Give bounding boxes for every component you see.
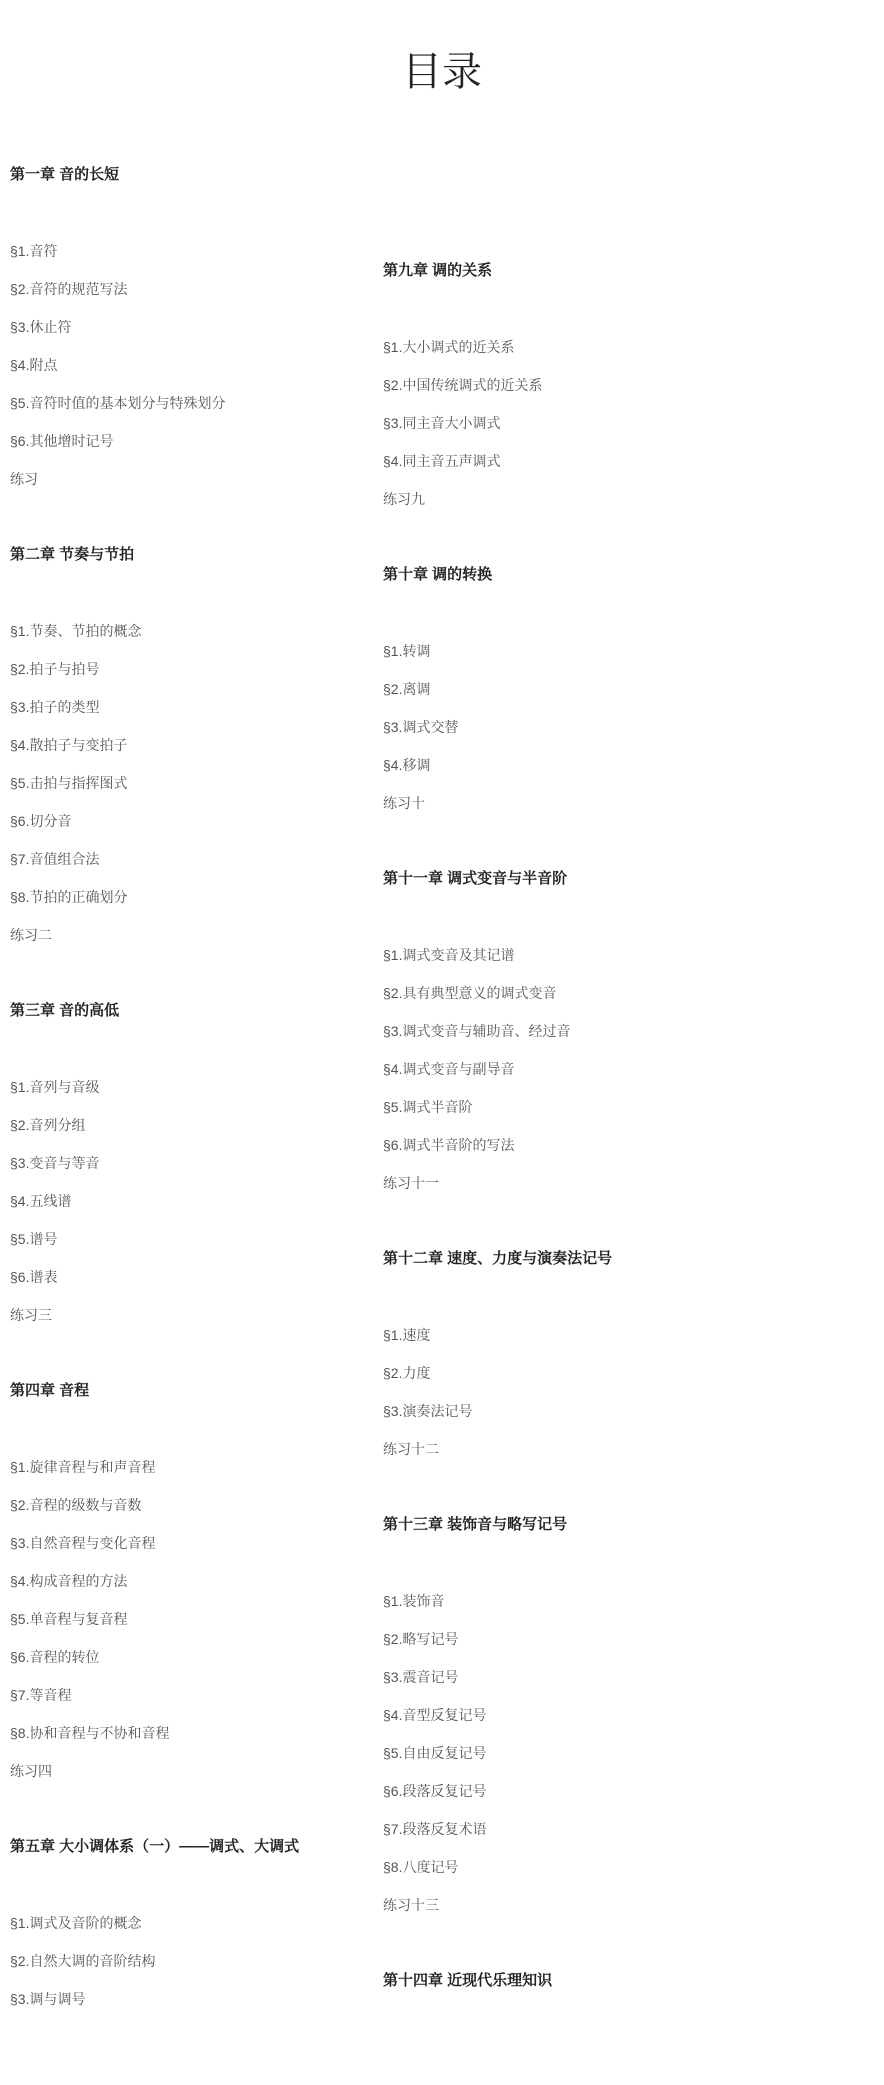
chapter-heading[interactable]: 第十三章 装饰音与略写记号 (383, 1516, 568, 1533)
chapter-spacer (10, 1857, 390, 1913)
toc-item-link[interactable]: §3.自然音程与变化音程 (10, 1535, 156, 1551)
toc-item-link[interactable]: §7.音值组合法 (10, 851, 100, 867)
toc-item-link[interactable]: §3.演奏法记号 (383, 1403, 473, 1419)
toc-item-link[interactable]: §3.调与调号 (10, 1991, 86, 2007)
chapter-spacer (10, 1799, 390, 1837)
chapter-spacer (383, 585, 763, 641)
toc-chapter (10, 1001, 390, 1381)
toc-item-link[interactable]: §2.拍子与拍号 (10, 661, 100, 677)
chapter-spacer (383, 1269, 763, 1325)
chapter-spacer (383, 1933, 763, 1971)
chapter-spacer (10, 507, 390, 545)
toc-item-link[interactable]: §2.离调 (383, 681, 431, 697)
toc-chapter (383, 869, 763, 1249)
chapter-spacer (10, 2027, 390, 2065)
chapter-heading[interactable]: 第十四章 近现代乐理知识 (383, 1972, 553, 1989)
toc-item-link[interactable]: §4.音型反复记号 (383, 1707, 487, 1723)
toc-item-link[interactable]: §4.五线谱 (10, 1193, 72, 1209)
toc-item-link[interactable]: §4.调式变音与副导音 (383, 1061, 515, 1077)
toc-item-link[interactable]: 练习三 (10, 1307, 52, 1323)
toc-item-link[interactable]: §3.调式变音与辅助音、经过音 (383, 1023, 571, 1039)
toc-chapter (10, 545, 390, 1001)
toc-item-link[interactable]: §1.调式变音及其记谱 (383, 947, 515, 963)
chapter-spacer (383, 889, 763, 945)
toc-item-link[interactable]: §3.拍子的类型 (10, 699, 100, 715)
toc-item-link[interactable]: §6.音程的转位 (10, 1649, 100, 1665)
chapter-heading[interactable]: 第一章 音的长短 (10, 166, 120, 183)
toc-item-link[interactable]: §4.同主音五声调式 (383, 453, 501, 469)
chapter-spacer (10, 1401, 390, 1457)
chapter-heading[interactable]: 第十一章 调式变音与半音阶 (383, 870, 568, 887)
toc-item-link[interactable]: 练习十 (383, 795, 425, 811)
chapter-spacer (383, 1211, 763, 1249)
toc-item-link[interactable]: §2.略写记号 (383, 1631, 459, 1647)
toc-item-link[interactable]: §1.旋律音程与和声音程 (10, 1459, 156, 1475)
toc-item-link[interactable]: §1.大小调式的近关系 (383, 339, 515, 355)
chapter-heading[interactable]: 第五章 大小调体系（一）——调式、大调式 (10, 1838, 300, 1855)
toc-left-column (10, 165, 390, 2065)
toc-item-link[interactable]: 练习十一 (383, 1175, 439, 1191)
toc-item-link[interactable]: §1.调式及音阶的概念 (10, 1915, 142, 1931)
toc-chapter (10, 1381, 390, 1837)
chapter-spacer (10, 963, 390, 1001)
toc-item-link[interactable]: §4.附点 (10, 357, 58, 373)
toc-item-link[interactable]: §2.力度 (383, 1365, 431, 1381)
toc-chapter (383, 565, 763, 869)
chapter-spacer (10, 565, 390, 621)
toc-item-link[interactable]: §5.音符时值的基本划分与特殊划分 (10, 395, 226, 411)
chapter-heading[interactable]: 第四章 音程 (10, 1382, 90, 1399)
toc-item-link[interactable]: §8.协和音程与不协和音程 (10, 1725, 170, 1741)
toc-item-link[interactable]: §2.音符的规范写法 (10, 281, 128, 297)
toc-item-link[interactable]: §2.音程的级数与音数 (10, 1497, 142, 1513)
toc-item-link[interactable]: §6.谱表 (10, 1269, 58, 1285)
toc-item-link[interactable]: §1.速度 (383, 1327, 431, 1343)
chapter-spacer (10, 1021, 390, 1077)
chapter-spacer (383, 2047, 763, 2085)
toc-chapter (383, 1249, 763, 1515)
toc-item-link[interactable]: §2.中国传统调式的近关系 (383, 377, 543, 393)
toc-chapter (10, 165, 390, 545)
toc-item-link[interactable]: §5.调式半音阶 (383, 1099, 473, 1115)
toc-chapter (383, 1515, 763, 1971)
toc-item-link[interactable]: 练习 (10, 471, 38, 487)
toc-item-link[interactable]: §4.构成音程的方法 (10, 1573, 128, 1589)
toc-item-link[interactable]: §3.同主音大小调式 (383, 415, 501, 431)
toc-chapter (383, 261, 763, 565)
chapter-spacer (383, 831, 763, 869)
toc-item-link[interactable]: §6.其他增时记号 (10, 433, 114, 449)
chapter-spacer (383, 1477, 763, 1515)
toc-item-link[interactable]: §2.自然大调的音阶结构 (10, 1953, 156, 1969)
toc-item-link[interactable]: 练习十二 (383, 1441, 439, 1457)
toc-item-link[interactable]: §2.音列分组 (10, 1117, 86, 1133)
toc-item-link[interactable]: §1.音符 (10, 243, 58, 259)
chapter-spacer (10, 1343, 390, 1381)
chapter-spacer (383, 1991, 763, 2047)
toc-item-link[interactable]: §8.节拍的正确划分 (10, 889, 128, 905)
toc-item-link[interactable]: §6.切分音 (10, 813, 72, 829)
toc-item-link[interactable]: §3.变音与等音 (10, 1155, 100, 1171)
toc-item-link[interactable]: 练习九 (383, 491, 425, 507)
chapter-spacer (383, 1535, 763, 1591)
toc-item-link[interactable]: §7.等音程 (10, 1687, 72, 1703)
toc-item-link[interactable]: 练习二 (10, 927, 52, 943)
chapter-heading[interactable]: 第九章 调的关系 (383, 262, 493, 279)
toc-chapter (10, 1837, 390, 2065)
toc-item-link[interactable]: §5.击拍与指挥图式 (10, 775, 128, 791)
toc-item-link[interactable]: §7.段落反复术语 (383, 1821, 487, 1837)
toc-item-link[interactable]: §3.震音记号 (383, 1669, 459, 1685)
toc-item-link[interactable]: §4.移调 (383, 757, 431, 773)
toc-item-link[interactable]: §6.段落反复记号 (383, 1783, 487, 1799)
toc-item-link[interactable]: §5.自由反复记号 (383, 1745, 487, 1761)
toc-item-link[interactable]: §6.调式半音阶的写法 (383, 1137, 515, 1153)
toc-item-link[interactable]: §1.转调 (383, 643, 431, 659)
toc-item-link[interactable]: §4.散拍子与变拍子 (10, 737, 128, 753)
toc-item-link[interactable]: §5.单音程与复音程 (10, 1611, 128, 1627)
toc-item-link[interactable]: §1.装饰音 (383, 1593, 445, 1609)
toc-item-link[interactable]: §1.音列与音级 (10, 1079, 100, 1095)
chapter-heading[interactable]: 第十章 调的转换 (383, 566, 493, 583)
page-title: 目录 (402, 49, 482, 95)
chapter-spacer (383, 281, 763, 337)
chapter-spacer (383, 527, 763, 565)
toc-item-link[interactable]: §2.具有典型意义的调式变音 (383, 985, 557, 1001)
chapter-heading[interactable]: 第十二章 速度、力度与演奏法记号 (383, 1250, 613, 1267)
toc-right-column (383, 261, 763, 2085)
toc-item-link[interactable]: 练习四 (10, 1763, 52, 1779)
chapter-heading[interactable]: 第二章 节奏与节拍 (10, 546, 135, 563)
chapter-heading[interactable]: 第三章 音的高低 (10, 1002, 120, 1019)
toc-item-link[interactable]: §5.谱号 (10, 1231, 58, 1247)
toc-chapter (383, 1971, 763, 2085)
toc-item-link[interactable]: §8.八度记号 (383, 1859, 459, 1875)
toc-item-link[interactable]: 练习十三 (383, 1897, 439, 1913)
chapter-spacer (10, 185, 390, 241)
toc-item-link[interactable]: §1.节奏、节拍的概念 (10, 623, 142, 639)
toc-item-link[interactable]: §3.休止符 (10, 319, 72, 335)
toc-item-link[interactable]: §3.调式交替 (383, 719, 459, 735)
